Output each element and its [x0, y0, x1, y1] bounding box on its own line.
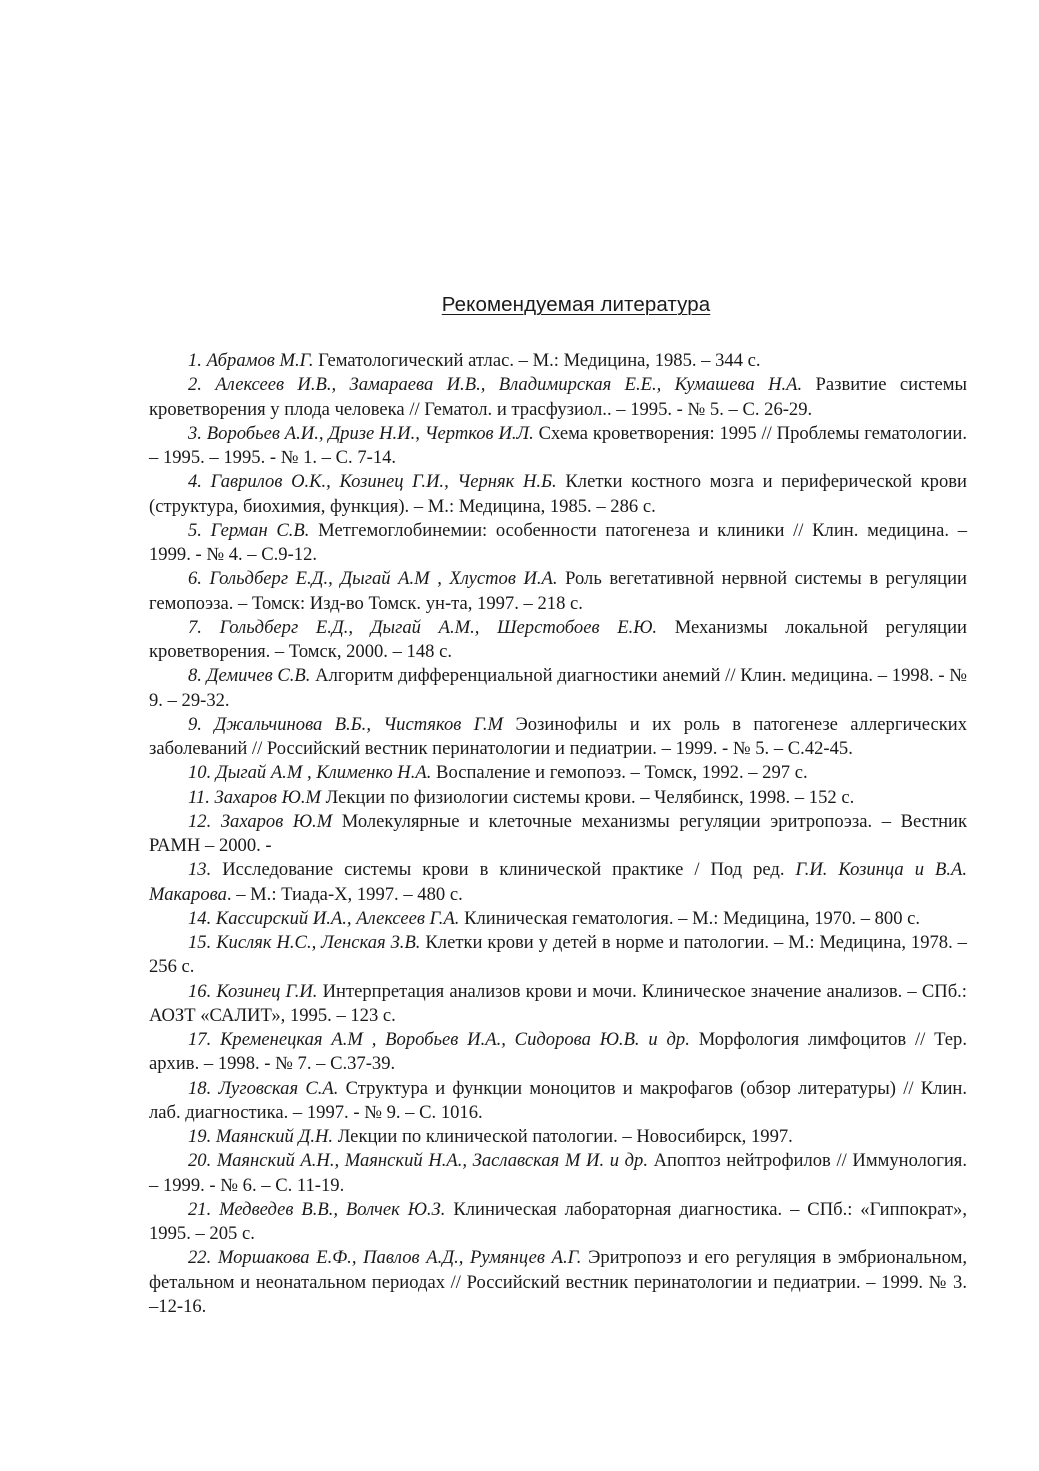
reference-item	[149, 422, 967, 471]
reference-item	[149, 931, 967, 980]
reference-authors: Захаров Ю.М	[214, 786, 321, 808]
reference-item	[149, 1028, 967, 1077]
reference-item	[149, 567, 967, 616]
reference-number: 15.	[188, 932, 212, 953]
reference-text: Схема кроветворения: 1995 // Проблемы гематологии. – 1995. – 1995. - № 1. – С. 7-14.	[149, 422, 968, 468]
reference-authors: Кисляк Н.С., Ленская З.В.	[216, 932, 421, 953]
reference-text: Интерпретация анализов крови и мочи. Клиническое значение анализов. – СПб.: АОЗТ «САЛИТ», 1995. – 123 с.	[149, 980, 967, 1026]
reference-authors: Демичев С.В.	[206, 665, 311, 687]
reference-item	[149, 713, 967, 762]
reference-item	[149, 519, 967, 568]
reference-text: Клиническая гематология. – М.: Медицина, 1970. – 800 с.	[464, 907, 921, 929]
reference-number: 11.	[188, 786, 210, 808]
reference-authors: Маянский Д.Н.	[215, 1126, 334, 1147]
reference-number: 7.	[188, 616, 202, 638]
reference-item	[149, 664, 967, 713]
reference-text: Клетки костного мозга и периферической крови (структура, биохимия, функция). – М.: Медицина, 1985. – 286 с.	[149, 471, 967, 517]
reference-authors: Кассирский И.А., Алексеев Г.А.	[215, 907, 460, 929]
reference-number: 21.	[188, 1198, 212, 1220]
reference-item	[149, 470, 967, 519]
reference-text: Механизмы локальной регуляции кроветворения. – Томск, 2000. – 148 с.	[149, 616, 967, 662]
reference-item	[149, 1149, 967, 1198]
reference-item	[149, 373, 967, 422]
reference-number: 10.	[188, 762, 212, 784]
reference-text: Клиническая лабораторная диагностика. – СПб.: «Гиппократ», 1995. – 205 с.	[149, 1198, 967, 1244]
reference-authors: Маянский А.Н., Маянский Н.А., Заславская М И. и др.	[216, 1150, 648, 1172]
reference-number: 3.	[188, 422, 202, 444]
reference-authors: Абрамов М.Г.	[206, 350, 314, 371]
reference-item	[149, 1125, 967, 1149]
reference-authors: Захаров Ю.М	[220, 810, 333, 832]
reference-authors: Герман С.В.	[210, 519, 310, 541]
reference-text: Эозинофилы и их роль в патогенезе аллергических заболеваний // Российский вестник перинатологии и педиатрии. – 1999. - № 5. – С.42-45.	[149, 713, 968, 759]
reference-item	[149, 349, 967, 373]
reference-text: Лекции по клинической патологии. – Новосибирск, 1997.	[337, 1126, 793, 1147]
reference-number: 1.	[188, 350, 202, 371]
reference-number: 4.	[188, 471, 202, 493]
reference-authors: Дыгай А.М , Клименко Н.А.	[215, 762, 432, 784]
reference-item	[149, 810, 967, 859]
reference-text: Структура и функции моноцитов и макрофагов (обзор литературы) // Клин. лаб. диагностика. – 1997. - № 9. – С. 1016.	[149, 1077, 967, 1123]
reference-text: Лекции по физиологии системы крови. – Челябинск, 1998. – 152 с.	[325, 786, 855, 808]
reference-authors: Гаврилов О.К., Козинец Г.И., Черняк Н.Б.	[210, 471, 557, 493]
reference-item	[149, 616, 967, 665]
reference-authors: Луговская С.А.	[218, 1077, 339, 1099]
reference-number: 20.	[188, 1150, 212, 1172]
reference-text: Клетки крови у детей в норме и патологии. – М.: Медицина, 1978. – 256 с.	[149, 932, 967, 978]
reference-number: 13.	[188, 859, 212, 881]
reference-authors: Гольдберг Е.Д., Дыгай А.М , Хлустов И.А.	[209, 568, 558, 590]
reference-text: Развитие системы кроветворения у плода человека // Гематол. и трасфузиол.. – 1995. - № 5. – С. 26-29.	[149, 374, 967, 420]
reference-text-continued: . – М.: Тиада-Х, 1997. – 480 с.	[226, 883, 463, 905]
reference-number: 12.	[188, 810, 212, 832]
reference-number: 18.	[188, 1077, 212, 1099]
reference-number: 2.	[188, 374, 202, 396]
reference-text: Апоптоз нейтрофилов // Иммунология. – 1999. - № 6. – С. 11-19.	[149, 1150, 968, 1196]
reference-item	[149, 907, 967, 931]
reference-text: Роль вегетативной нервной системы в регуляции гемопоэза. – Томск: Изд-во Томск. ун-та, 1997. – 218 с.	[149, 568, 967, 614]
reference-text: Морфология лимфоцитов // Тер. архив. – 1998. - № 7. – С.37-39.	[149, 1029, 968, 1075]
reference-list	[149, 349, 967, 1319]
reference-editors: Г.И. Козинца и В.А. Макарова	[149, 859, 968, 905]
reference-item	[149, 858, 967, 907]
reference-text: Гематологический атлас. – М.: Медицина, 1985. – 344 с.	[318, 350, 761, 371]
reference-item	[149, 786, 967, 810]
reference-text: Алгоритм дифференциальной диагностики анемий // Клин. медицина. – 1998. - № 9. – 29-32.	[149, 665, 967, 711]
reference-authors: Джальчинова В.Б., Чистяков Г.М	[214, 713, 504, 735]
reference-number: 14.	[188, 907, 212, 929]
reference-number: 5.	[188, 519, 202, 541]
reference-text: Молекулярные и клеточные механизмы регуляции эритропоэза. – Вестник РАМН – 2000. -	[149, 810, 967, 856]
reference-number: 17.	[188, 1029, 212, 1050]
reference-authors: Гольдберг Е.Д., Дыгай А.М., Шерстобоев Е.Ю.	[219, 616, 658, 638]
reference-item	[149, 1246, 967, 1319]
reference-item	[149, 1077, 967, 1126]
reference-authors: Кременецкая А.М , Воробьев И.А., Сидорова Ю.В. и др.	[220, 1029, 690, 1050]
reference-authors: Моршакова Е.Ф., Павлов А.Д., Румянцев А.Г.	[217, 1247, 582, 1269]
page-title: Рекомендуемая литература	[441, 293, 711, 316]
reference-item	[149, 980, 967, 1029]
reference-text: Метгемоглобинемии: особенности патогенеза и клиники // Клин. медицина. – 1999. - № 4. – С.9-12.	[149, 519, 968, 565]
reference-authors: Медведев В.В., Волчек Ю.З.	[219, 1198, 446, 1220]
reference-authors: Алексеев И.В., Замараева И.В., Владимирская Е.Е., Кумашева Н.А.	[215, 374, 803, 396]
reference-item	[149, 761, 967, 785]
reference-text: Исследование системы крови в клинической практике / Под ред.	[222, 859, 785, 881]
reference-number: 8.	[188, 665, 202, 687]
reference-number: 19.	[188, 1126, 212, 1147]
reference-item	[149, 1198, 967, 1247]
reference-number: 6.	[188, 568, 202, 590]
reference-number: 9.	[188, 713, 202, 735]
reference-authors: Козинец Г.И.	[216, 980, 318, 1002]
reference-number: 16.	[188, 980, 212, 1002]
reference-text: Эритропоэз и его регуляция в эмбриональном, фетальном и неонатальном периодах // Российский вестник перинатологии и педиатрии. – 1999. № 3. –12-16.	[149, 1247, 967, 1317]
reference-text: Воспаление и гемопоэз. – Томск, 1992. – 297 с.	[436, 762, 808, 784]
reference-authors: Воробьев А.И., Дризе Н.И., Чертков И.Л.	[206, 422, 534, 444]
reference-number: 22.	[188, 1247, 212, 1269]
